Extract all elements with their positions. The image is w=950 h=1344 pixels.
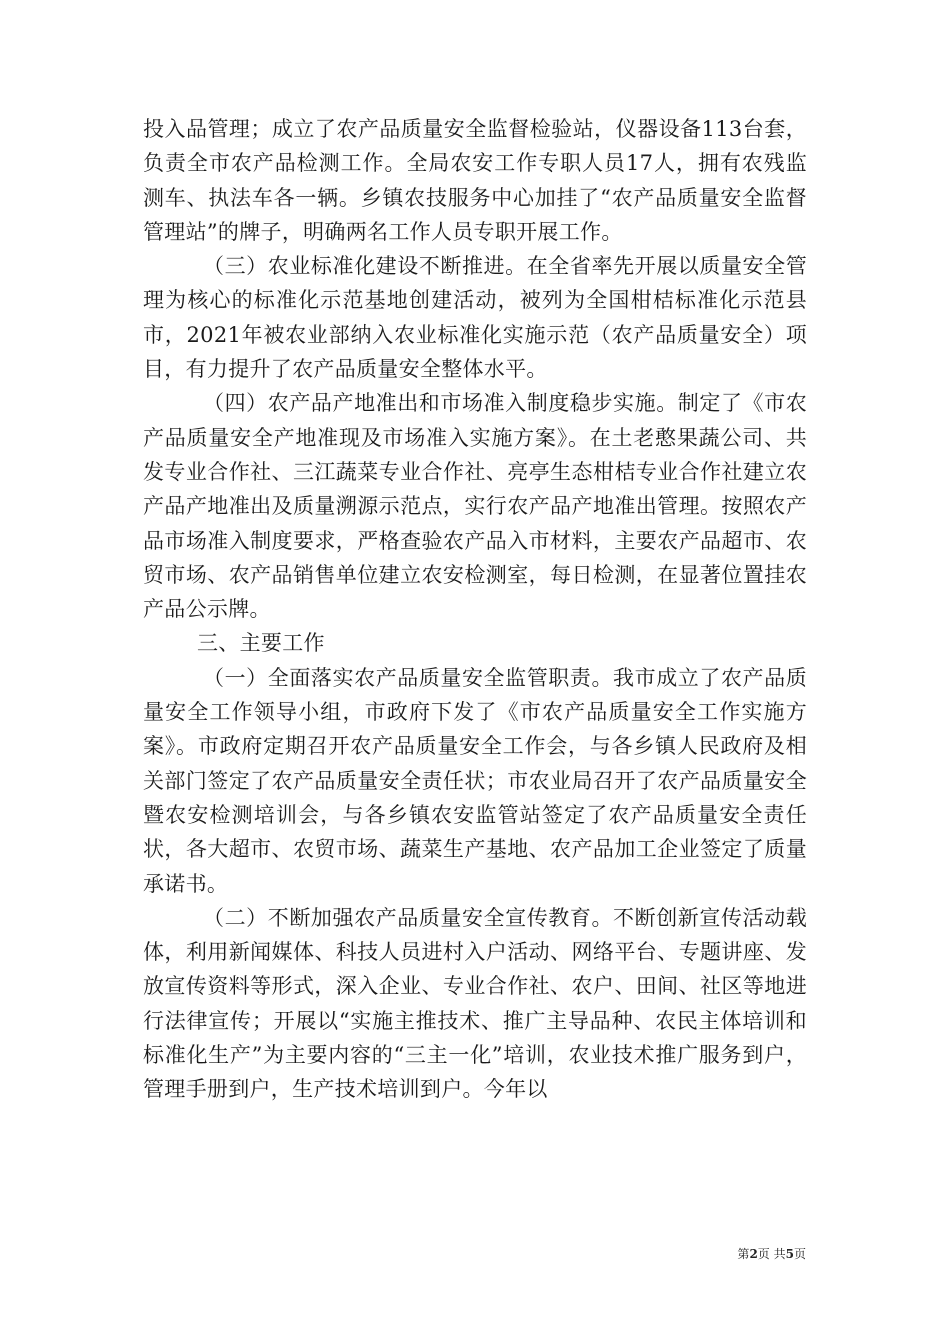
paragraph-market-access: （四）农产品产地准出和市场准入制度稳步实施。制定了《市农产品质量安全产地准现及市场准入实施方案》。在土老憨果蔬公司、共发专业合作社、三江蔬菜专业合作社、亮亭生态柑桔专业合作社建立农产品产地准出及质量溯源示范点，实行农产品产地准出管理。按照农产品市场准入制度要求，严格查验农产品入市材料，主要农产品超市、农贸市场、农产品销售单位建立农安检测室，每日检测，在显著位置挂农产品公示牌。	[143, 391, 807, 622]
paragraph-standardization: （三）农业标准化建设不断推进。在全省率先开展以质量安全管理为核心的标准化示范基地创建活动，被列为全国柑桔标准化示范县市，2021年被农业部纳入农业标准化实施示范（农产品质量安全）项目，有力提升了农产品质量安全整体水平。	[143, 254, 807, 382]
footer-total-pages: 5	[785, 1247, 794, 1261]
footer-prefix: 第	[737, 1247, 750, 1261]
paragraph-publicity-education: （二）不断加强农产品质量安全宣传教育。不断创新宣传活动载体，利用新闻媒体、科技人员进村入户活动、网络平台、专题讲座、发放宣传资料等形式，深入企业、专业合作社、农户、田间、社区等地进行法律宣传；开展以“实施主推技术、推广主导品种、农民主体培训和标准化生产”为主要内容的“三主一化”培训，农业技术推广服务到户，管理手册到户，生产技术培训到户。今年以	[143, 905, 807, 1102]
footer-middle: 页 共	[757, 1247, 786, 1261]
section-heading-main-work: 三、主要工作	[197, 631, 325, 656]
footer-suffix: 页	[793, 1247, 806, 1261]
paragraph-supervision-duties: （一）全面落实农产品质量安全监管职责。我市成立了农产品质量安全工作领导小组，市政府下发了《市农产品质量安全工作实施方案》。市政府定期召开农产品质量安全工作会，与各乡镇人民政府及相关部门签定了农产品质量安全责任状；市农业局召开了农产品质量安全暨农安检测培训会，与各乡镇农安监管站签定了农产品质量安全责任状，各大超市、农贸市场、蔬菜生产基地、农产品加工企业签定了质量承诺书。	[143, 665, 807, 896]
footer-current-page: 2	[749, 1247, 758, 1261]
document-body	[143, 112, 807, 1107]
page-number-footer	[700, 1246, 806, 1262]
paragraph-input-management: 投入品管理；成立了农产品质量安全监督检验站，仪器设备113台套，负责全市农产品检测工作。全局农安工作专职人员17人，拥有农残监测车、执法车各一辆。乡镇农技服务中心加挂了“农产品质量安全监督管理站”的牌子，明确两名工作人员专职开展工作。	[143, 117, 807, 244]
